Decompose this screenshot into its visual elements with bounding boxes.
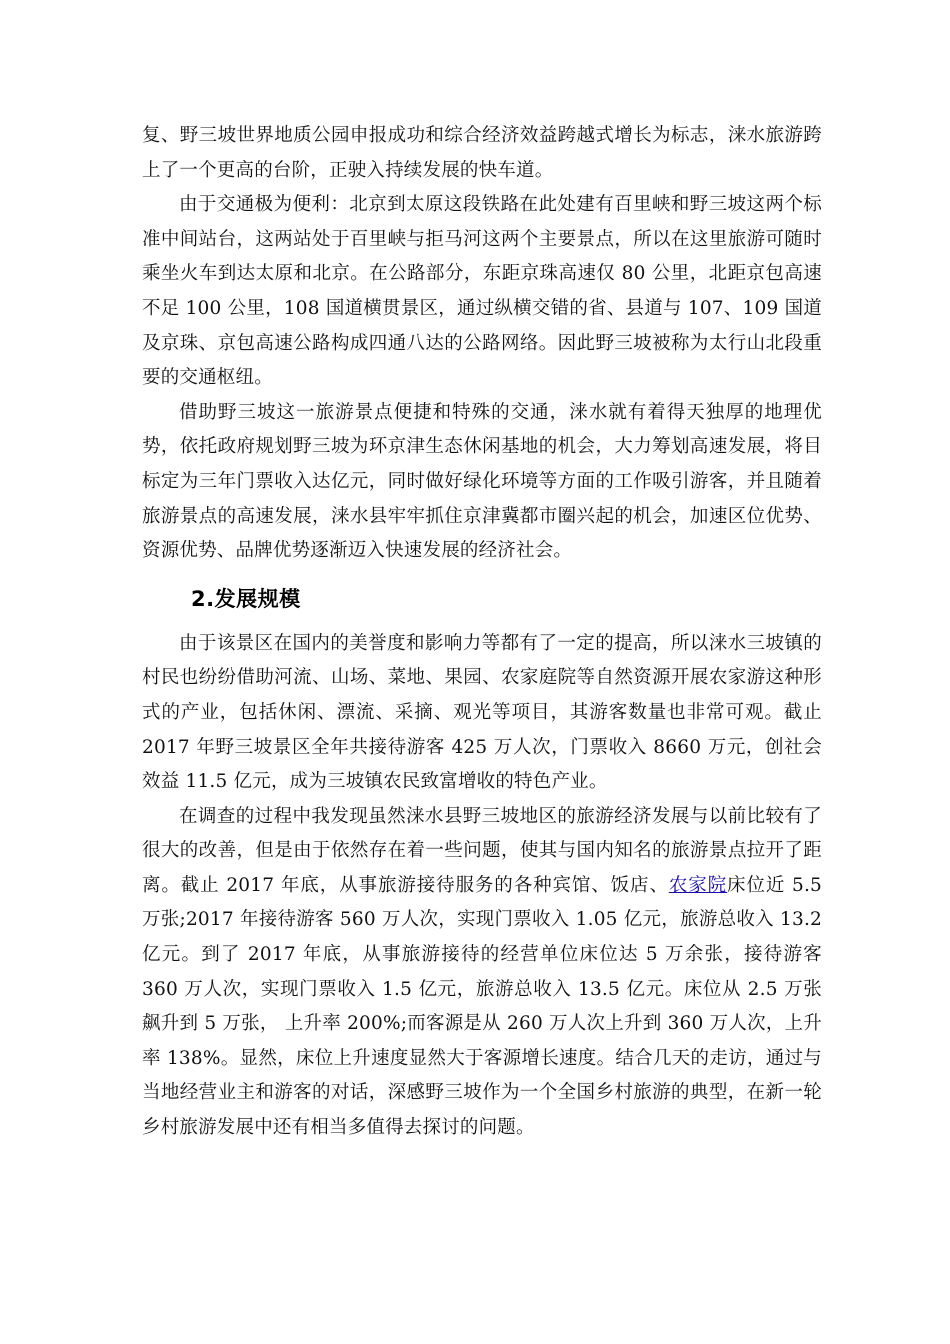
paragraph-transport: 由于交通极为便利：北京到太原这段铁路在此处建有百里峡和野三坡这两个标准中间站台，这两站处于百里峡与拒马河这两个主要景点，所以在这里旅游可随时乘坐火车到达太原和北京。在公路部分，东距京珠高速仅 80 公里，北距京包高速不足 100 公里，108 国道横贯景区，通过纵横交错的省、县道与 107、109 国道及京珠、京包高速公路构成四通八达的公路网络。因此野三坡被称为太行山北段重要的交通枢纽。 — [142, 194, 822, 389]
paragraph-geographic-advantage: 借助野三坡这一旅游景点便捷和特殊的交通，涞水就有着得天独厚的地理优势，依托政府规划野三坡为环京津生态休闲基地的机会，大力筹划高速发展，将目标定为三年门票收入达亿元，同时做好绿化环境等方面的工作吸引游客，并且随着旅游景点的高速发展，涞水县牢牢抓住京津冀都市圈兴起的机会，加速区位优势、资源优势、品牌优势逐渐迈入快速发展的经济社会。 — [142, 401, 822, 562]
document-body — [142, 119, 822, 1146]
paragraph-continuation: 复、野三坡世界地质公园申报成功和综合经济效益跨越式增长为标志，涞水旅游跨上了一个更高的台阶，正驶入持续发展的快车道。 — [142, 125, 822, 181]
paragraph-scale: 由于该景区在国内的美誉度和影响力等都有了一定的提高，所以涞水三坡镇的村民也纷纷借助河流、山场、菜地、果园、农家庭院等自然资源开展农家游这种形式的产业，包括休闲、漂流、采摘、观光等项目，其游客数量也非常可观。截止 2017 年野三坡景区全年共接待游客 425 万人次，门票收入 8660 万元，创社会效益 11.5 亿元，成为三坡镇农民致富增收的特色产业。 — [142, 632, 822, 793]
paragraph-text-before-link: 在调查的过程中我发现虽然涞水县野三坡地区的旅游经济发展与以前比较有了很大的改善，但是由于依然存在着一些问题，使其与国内知名的旅游景点拉开了距离。截止 2017 年底，从事旅游接待服务的各种宾馆、饭店、 — [142, 805, 822, 896]
paragraph-text-after-link: 床位近 5.5 万张;2017 年接待游客 560 万人次，实现门票收入 1.05 亿元，旅游总收入 13.2 亿元。到了 2017 年底，从事旅游接待的经营单位床位达 5 万余张，接待游客 360 万人次，实现门票收入 1.5 亿元，旅游总收入 13.5 亿元。床位从 2.5 万张飙升到 5 万张， 上升率 200%;而客源是从 260 万人次上升到 360 万人次，上升率 138%。显然，床位上升速度显然大于客源增长速度。结合几天的走访，通过与当地经营业主和游客的对话，深感野三坡作为一个全国乡村旅游的典型，在新一轮乡村旅游发展中还有相当多值得去探讨的问题。 — [142, 874, 823, 1139]
farmhouse-link[interactable]: 农家院 — [668, 874, 728, 896]
section-heading: 2.发展规模 — [191, 586, 301, 611]
paragraph-investigation — [142, 800, 822, 1146]
